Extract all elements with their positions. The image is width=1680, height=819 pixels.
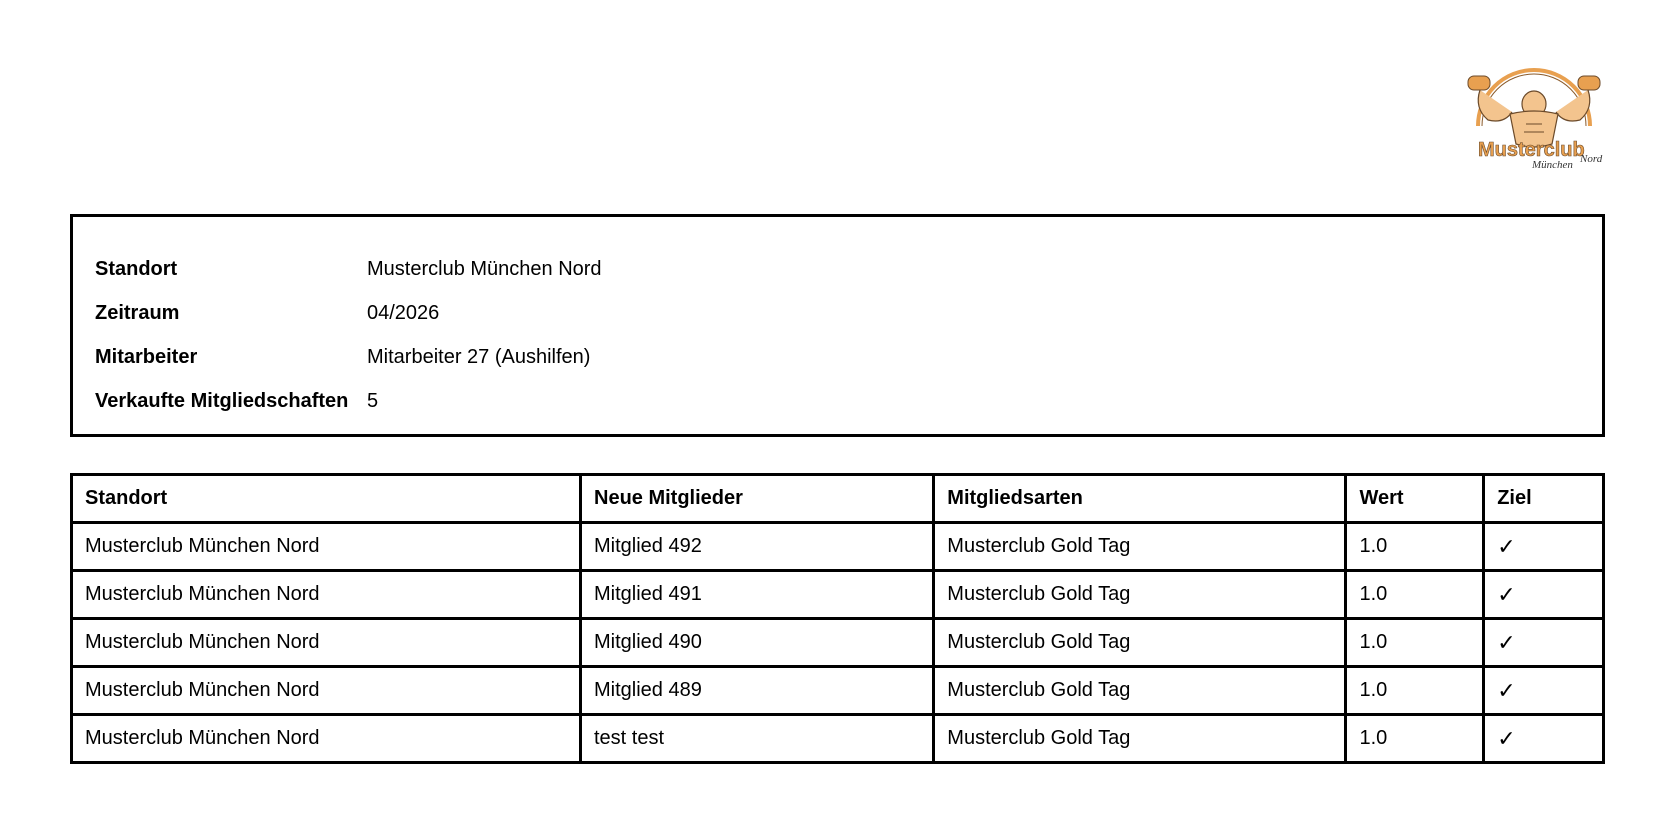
summary-label: Mitarbeiter <box>95 345 198 368</box>
cell-neue-mitglieder: Mitglied 489 <box>581 667 934 715</box>
cell-standort: Musterclub München Nord <box>72 715 581 763</box>
check-icon: ✓ <box>1484 715 1604 763</box>
svg-text:Musterclub: Musterclub <box>1478 139 1585 161</box>
cell-standort: Musterclub München Nord <box>72 619 581 667</box>
cell-standort: Musterclub München Nord <box>72 571 581 619</box>
cell-wert: 1.0 <box>1346 571 1484 619</box>
column-header-ziel: Ziel <box>1484 475 1604 523</box>
summary-row-standort <box>95 247 1580 291</box>
cell-neue-mitglieder: Mitglied 490 <box>581 619 934 667</box>
cell-neue-mitglieder: Mitglied 492 <box>581 523 934 571</box>
table-row <box>72 571 1604 619</box>
check-icon: ✓ <box>1484 523 1604 571</box>
cell-mitgliedsart: Musterclub Gold Tag <box>934 667 1346 715</box>
column-header-wert: Wert <box>1346 475 1484 523</box>
table-row <box>72 619 1604 667</box>
summary-label: Zeitraum <box>95 301 180 324</box>
summary-label: Verkaufte Mitgliedschaften <box>95 389 349 412</box>
svg-text:München: München <box>1532 159 1573 171</box>
cell-wert: 1.0 <box>1346 619 1484 667</box>
cell-mitgliedsart: Musterclub Gold Tag <box>934 523 1346 571</box>
cell-wert: 1.0 <box>1346 523 1484 571</box>
svg-text:Nord: Nord <box>1580 153 1603 165</box>
cell-neue-mitglieder: Mitglied 491 <box>581 571 934 619</box>
summary-value: Mitarbeiter 27 (Aushilfen) <box>367 345 591 368</box>
cell-mitgliedsart: Musterclub Gold Tag <box>934 619 1346 667</box>
cell-neue-mitglieder: test test <box>581 715 934 763</box>
cell-wert: 1.0 <box>1346 715 1484 763</box>
summary-row-verkaufte <box>95 379 1580 423</box>
column-header-standort: Standort <box>72 475 581 523</box>
check-icon: ✓ <box>1484 667 1604 715</box>
summary-label: Standort <box>95 257 178 280</box>
column-header-mitgliedsarten: Mitgliedsarten <box>934 475 1346 523</box>
table-header-row <box>72 475 1604 523</box>
table-row <box>72 715 1604 763</box>
check-icon: ✓ <box>1484 619 1604 667</box>
column-header-neue-mitglieder: Neue Mitglieder <box>581 475 934 523</box>
cell-standort: Musterclub München Nord <box>72 523 581 571</box>
members-table <box>70 473 1605 764</box>
summary-value: 5 <box>367 389 379 412</box>
cell-mitgliedsart: Musterclub Gold Tag <box>934 571 1346 619</box>
cell-mitgliedsart: Musterclub Gold Tag <box>934 715 1346 763</box>
cell-wert: 1.0 <box>1346 667 1484 715</box>
check-icon: ✓ <box>1484 571 1604 619</box>
cell-standort: Musterclub München Nord <box>72 667 581 715</box>
table-row <box>72 523 1604 571</box>
table-row <box>72 667 1604 715</box>
summary-row-mitarbeiter <box>95 335 1580 379</box>
summary-value: Musterclub München Nord <box>367 257 602 280</box>
report-summary-box <box>70 214 1605 437</box>
club-logo <box>1460 68 1608 172</box>
summary-value: 04/2026 <box>367 301 440 324</box>
summary-row-zeitraum <box>95 291 1580 335</box>
